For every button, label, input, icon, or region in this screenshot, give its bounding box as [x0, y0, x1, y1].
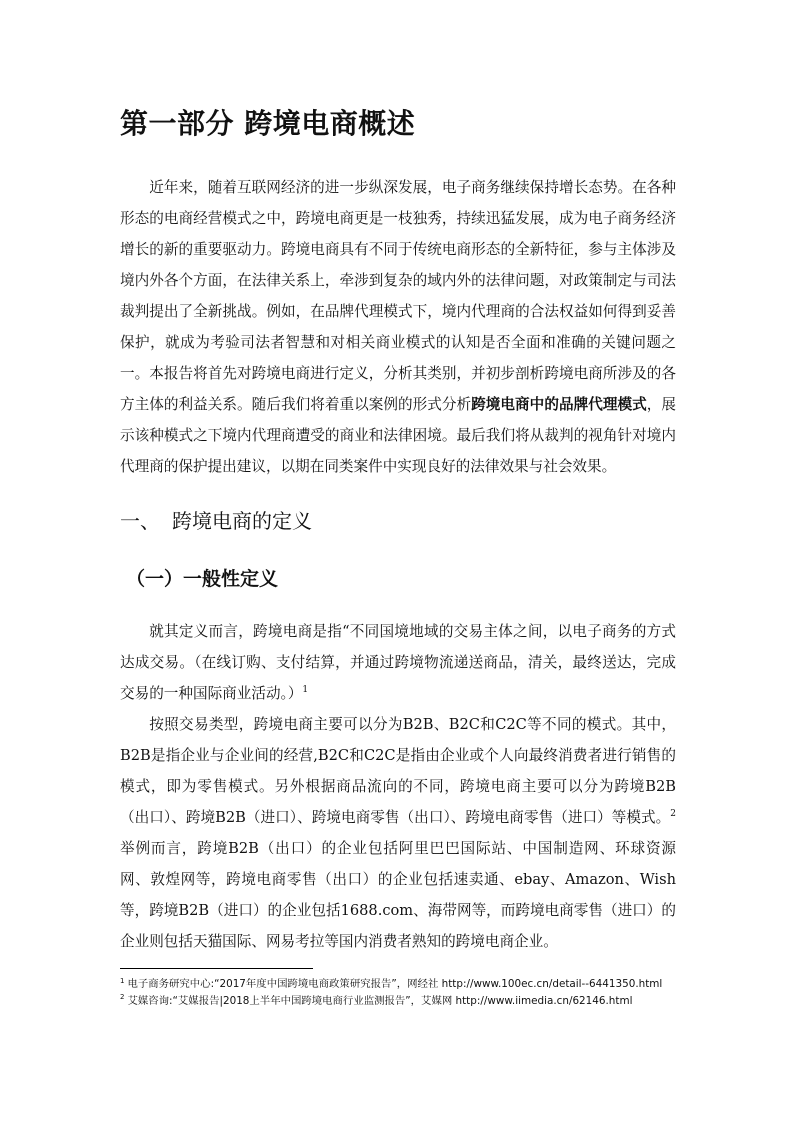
intro-text-1: 近年来，随着互联网经济的进一步纵深发展，电子商务继续保持增长态势。在各种形态的电商经营模式之中，跨境电商更是一枝独秀，持续迅猛发展，成为电子商务经济增长的新的重要驱动力。跨境电商具有不同于传统电商形态的全新特征，参与主体涉及境内外各个方面，在法律关系上，牵涉到复杂的域内外的法律问题，对政策制定与司法裁判提出了全新挑战。例如，在品牌代理模式下，境内代理商的合法权益如何得到妥善保护，就成为考验司法者智慧和对相关商业模式的认知是否全面和准确的关键问题之一。 — [120, 179, 676, 382]
definition-text-2a: 按照交易类型，跨境电商主要可以分为B2B、B2C和C2C等不同的模式。其中，B2B是指企业与企业间的经营,B2C和C2C是指由企业或个人向最终消费者进行销售的模式，即为零售模式。另外根据商品流向的不同，跨境电商主要可以分为跨境B2B（出口）、跨境B2B（进口）、跨境电商零售（出口）、跨境电商零售（进口）等模式。 — [120, 716, 676, 826]
footnote-number-1: 1 — [120, 976, 125, 985]
subsection-heading: （一）一般性定义 — [126, 568, 279, 590]
definition-paragraph-1 — [120, 616, 676, 709]
footnote-2 — [120, 993, 680, 1010]
footnote-number-2: 2 — [120, 993, 125, 1002]
footnote-divider — [120, 968, 313, 969]
intro-bold-phrase: 跨境电商中的品牌代理模式 — [471, 396, 647, 413]
definition-text-1: 就其定义而言，跨境电商是指“不同国境地域的交易主体之间，以电子商务的方式达成交易。（在线订购、支付结算，并通过跨境物流递送商品，清关，最终送达，完成交易的一种国际商业活动。） — [120, 623, 676, 702]
definition-text-2b: 举例而言，跨境B2B（出口）的企业包括阿里巴巴国际站、中国制造网、环球资源网、敦煌网等，跨境电商零售（出口）的企业包括速卖通、ebay、Amazon、Wish等，跨境B2B（进口）的企业包括1688.com、海带网等，而跨境电商零售（进口）的企业则包括天猫国际、网易考拉等国内消费者熟知的跨境电商企业。 — [120, 840, 676, 950]
page-title: 第一部分 跨境电商概述 — [120, 107, 416, 140]
intro-text-2a: 本报告将首先对跨境电商进行定义，分析其类别，并初步剖析跨境电商所涉及的各方主体的利益关系。随后我们将着重以案例的形式分析 — [120, 365, 676, 413]
intro-paragraph-2 — [120, 358, 676, 482]
footnote-ref-2[interactable]: 2 — [670, 809, 676, 820]
section-title: 跨境电商的定义 — [172, 509, 312, 533]
section-heading — [120, 505, 312, 534]
footnote-text-2: 艾媒咨询:“艾媒报告|2018上半年中国跨境电商行业监测报告”，艾媒网 http://www.iimedia.cn/62146.html — [127, 994, 633, 1007]
intro-paragraph-1 — [120, 172, 676, 389]
intro-text-2b: ，展示该种模式之下境内代理商遭受的商业和法律困境。最后我们将从裁判的视角针对境内代理商的保护提出建议，以期在同类案件中实现良好的法律效果与社会效果。 — [120, 396, 676, 475]
section-number: 一、 — [120, 509, 160, 533]
definition-paragraph-2 — [120, 709, 676, 957]
footnote-text-1: 电子商务研究中心:“2017年度中国跨境电商政策研究报告”，网经社 http://www.100ec.cn/detail--6441350.html — [127, 978, 663, 990]
footnote-1 — [120, 976, 680, 993]
footnotes — [120, 976, 680, 1009]
footnote-ref-1[interactable]: 1 — [302, 685, 309, 696]
